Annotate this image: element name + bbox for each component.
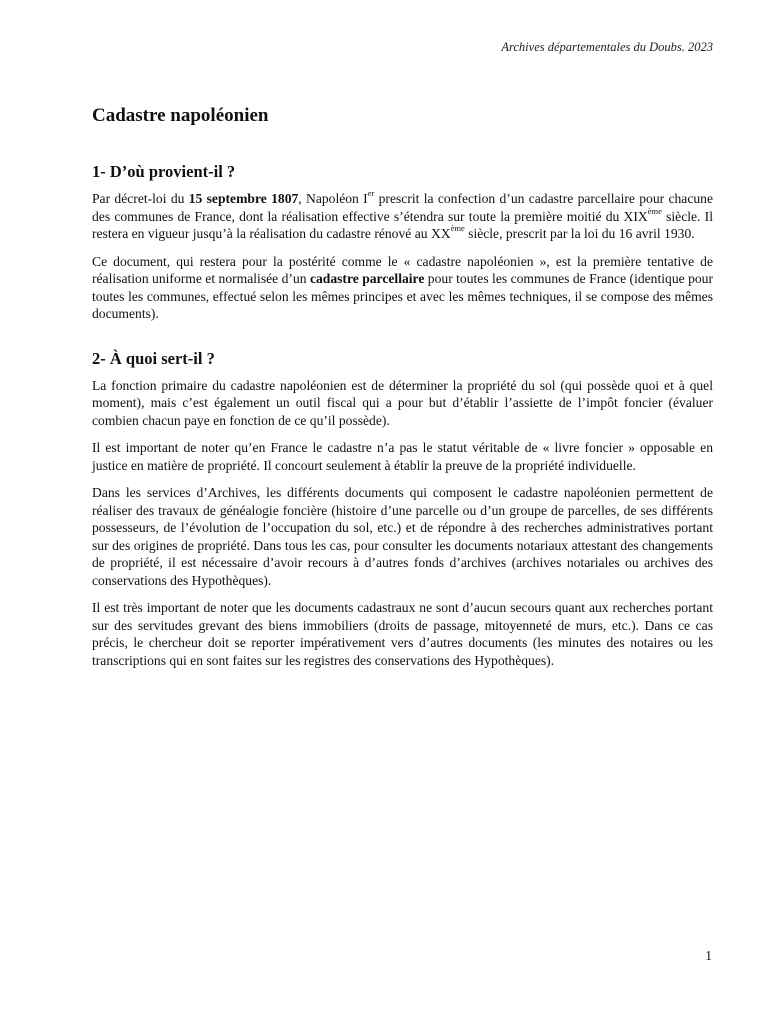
section-2 (92, 349, 713, 670)
section-2-paragraph-3: Dans les services d’Archives, les différents documents qui composent le cadastre napoléonien permettent de réaliser des travaux de généalogie foncière (histoire d’une parcelle ou d’un groupe de parcelles, de ses différents possesseurs, de l’évolution de l’occupation du sol, etc.) et de répondre à des recherches administratives portant sur des origines de propriété. Dans tous les cas, pour consulter les documents notariaux attestant des changements de propriété, il est nécessaire d’avoir recours à d’autres fonds d’archives (archives notariales ou archives des conservations des Hypothèques). (92, 485, 713, 588)
section-2-heading: 2- À quoi sert-il ? (92, 348, 215, 368)
section-1-heading: 1- D’où provient-il ? (92, 162, 236, 181)
page-number: 1 (705, 948, 712, 963)
section-1-paragraph-2: Ce document, qui restera pour la postérité comme le « cadastre napoléonien », est la première tentative de réalisation uniforme et normalisée d’un cadastre parcellaire pour toutes les communes de France (identique pour toutes les communes, effectué selon les mêmes principes et avec les mêmes techniques, il se compose des mêmes documents). (92, 253, 714, 321)
section-2-paragraph-4: Il est très important de noter que les documents cadastraux ne sont d’aucun secours quant aux recherches portant sur des servitudes grevant des biens immobiliers (droits de passage, mitoyenneté de murs, etc.). Dans ce cas précis, le chercheur doit se reporter impérativement vers d’autres documents (les minutes des notaires ou les transcriptions qui en sont faites sur les registres des conservations des Hypothèques). (92, 600, 713, 668)
section-2-paragraph-2: Il est important de noter qu’en France le cadastre n’a pas le statut véritable de « livre foncier » opposable en justice en matière de propriété. Il concourt seulement à établir la preuve de la propriété individuelle. (92, 440, 713, 473)
document-title: Cadastre napoléonien (92, 105, 269, 126)
document-body (92, 104, 713, 679)
section-1-paragraph-1: Par décret-loi du 15 septembre 1807, Napoléon Ier prescrit la confection d’un cadastre parcellaire pour chacune des communes de France, dont la réalisation effective s’étendra sur toute la première moitié du XIXème siècle. Il restera en vigueur jusqu’à la réalisation du cadastre rénové au XXème siècle, prescrit par la loi du 16 avril 1930. (92, 188, 713, 241)
page-header: Archives départementales du Doubs. 2023 (501, 40, 713, 54)
section-2-paragraph-1: La fonction primaire du cadastre napoléonien est de déterminer la propriété du sol (qui possède quoi et à quel moment), mais c’est également un outil fiscal qui a pour but d’établir l’assiette de l’impôt foncier (évaluer combien chacun paye en fonction de ce qu’il possède). (92, 377, 713, 428)
